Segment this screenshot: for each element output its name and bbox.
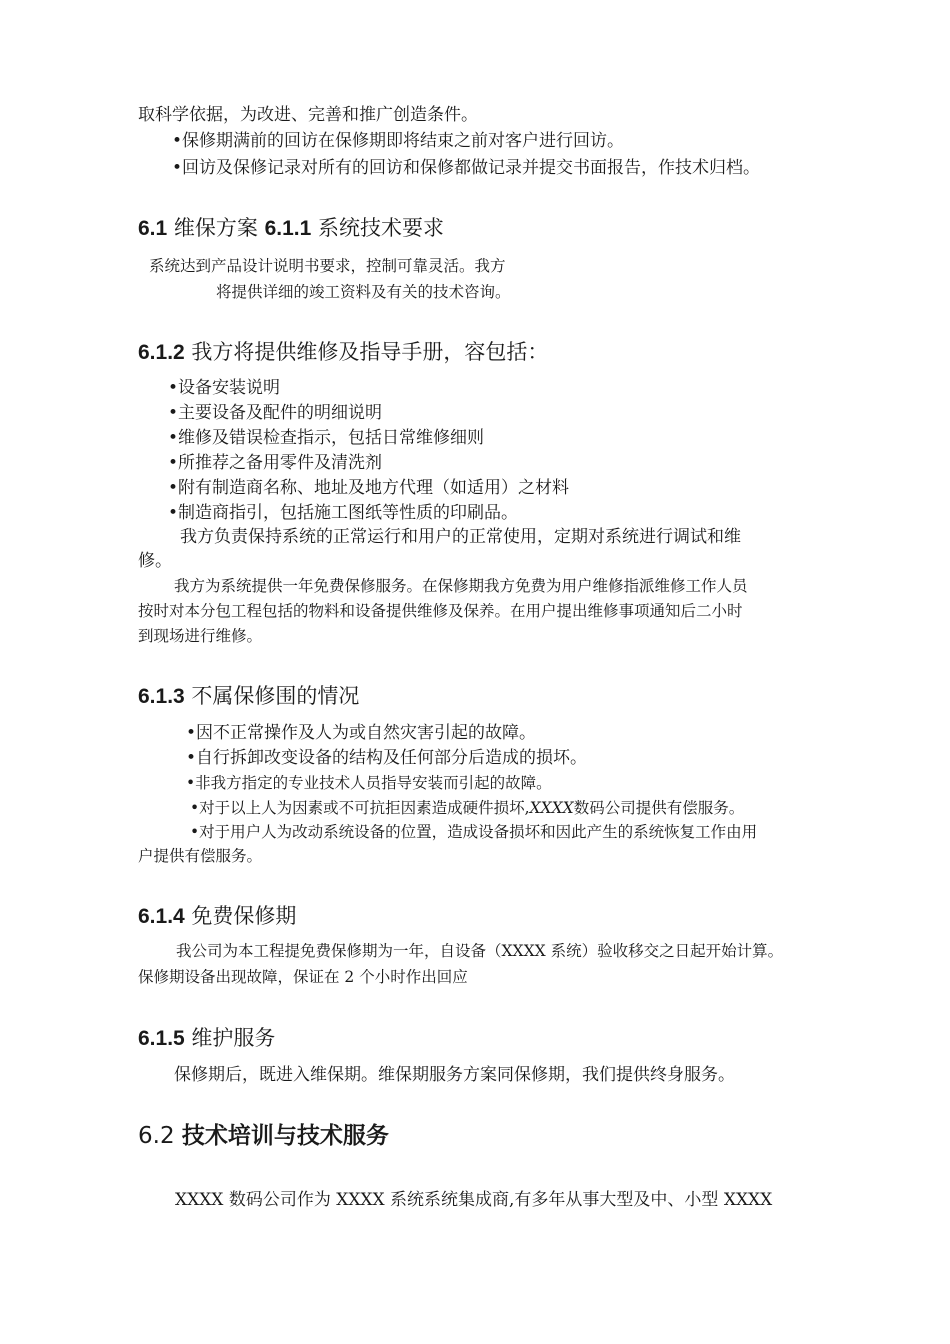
paragraph-line: 我方为系统提供一年免费保修服务。在保修期我方免费为用户维修指派维修工作人员 <box>174 577 748 595</box>
paragraph-line: XXXX 数码公司作为 XXXX 系统系统集成商,有多年从事大型及中、小型 XXXX <box>175 1190 773 1210</box>
section-title: 系统技术要求 <box>311 216 444 240</box>
section-title: 免费保修期 <box>184 904 297 928</box>
section-title: 我方将提供维修及指导手册，容包括： <box>184 340 549 364</box>
section-heading-6-2 <box>138 1125 389 1148</box>
paragraph-line: 到现场进行维修。 <box>138 627 263 645</box>
bullet-item: •保修期满前的回访在保修期即将结束之前对客户进行回访。 <box>172 131 625 151</box>
intro-line: 取科学依据，为改进、完善和推广创造条件。 <box>138 105 478 125</box>
company-placeholder: XXXX <box>529 799 574 817</box>
section-heading-6-1-2 <box>138 342 548 363</box>
list-item: •制造商指引，包括施工图纸等性质的印刷品。 <box>168 503 519 523</box>
section-number: 6.1.5 <box>138 1027 185 1050</box>
paragraph-line: 我方负责保持系统的正常运行和用户的正常使用，定期对系统进行调试和维 <box>180 527 741 547</box>
paragraph-line: 将提供详细的竣工资料及有关的技术咨询。 <box>216 283 511 301</box>
section-number: 6.1.2 <box>138 341 185 364</box>
paragraph-line: 保修期后，既进入维保期。维保期服务方案同保修期，我们提供终身服务。 <box>174 1065 735 1085</box>
section-number: 6.1 <box>138 217 168 240</box>
paragraph-line: 保修期设备出现故障，保证在 2 个小时作出回应 <box>138 968 468 986</box>
paragraph-line: 户提供有偿服务。 <box>138 847 263 865</box>
paragraph-line: 按时对本分包工程包括的物料和设备提供维修及保养。在用户提出维修事项通知后二小时 <box>138 602 743 620</box>
section-title: 维护服务 <box>184 1026 276 1050</box>
list-item: •所推荐之备用零件及清洗剂 <box>168 453 383 473</box>
list-item: •因不正常操作及人为或自然灾害引起的故障。 <box>186 723 537 743</box>
list-item: •自行拆卸改变设备的结构及任何部分后造成的损坏。 <box>186 748 588 768</box>
section-title: 技术培训与技术服务 <box>181 1123 389 1149</box>
text: 数码公司提供有偿服务。 <box>573 799 745 817</box>
section-heading-6-1-4 <box>138 906 296 927</box>
paragraph-line: 我公司为本工程提免费保修期为一年，自设备（XXXX 系统）验收移交之日起开始计算。 <box>176 942 784 960</box>
paragraph-line: 修。 <box>138 551 172 571</box>
section-title: 不属保修围的情况 <box>184 684 360 708</box>
paragraph-line: 系统达到产品设计说明书要求，控制可靠灵活。我方 <box>149 257 506 275</box>
section-heading-6-1-5 <box>138 1028 275 1049</box>
section-number: 6.1.1 <box>264 217 312 240</box>
list-item: •非我方指定的专业技术人员指导安装而引起的故障。 <box>186 774 552 792</box>
list-item: •对于用户人为改动系统设备的位置，造成设备损坏和因此产生的系统恢复工作由用 <box>190 823 758 841</box>
section-number: 6.1.3 <box>138 685 185 708</box>
section-number: 6.1.4 <box>138 905 185 928</box>
section-heading-6-1-3 <box>138 686 359 707</box>
bullet-item: •回访及保修记录对所有的回访和保修都做记录并提交书面报告，作技术归档。 <box>172 158 761 178</box>
text: •对于以上人为因素或不可抗拒因素造成硬件损坏, <box>190 799 530 817</box>
list-item: •设备安装说明 <box>168 378 281 398</box>
list-item: •附有制造商名称、地址及地方代理（如适用）之材料 <box>168 478 570 498</box>
list-item: •主要设备及配件的明细说明 <box>168 403 383 423</box>
list-item: •维修及错误检查指示，包括日常维修细则 <box>168 428 485 448</box>
section-title: 维保方案 <box>167 216 265 240</box>
section-heading-6-1-1 <box>138 218 444 239</box>
section-number: 6.2 <box>138 1123 182 1149</box>
list-item <box>190 801 744 817</box>
